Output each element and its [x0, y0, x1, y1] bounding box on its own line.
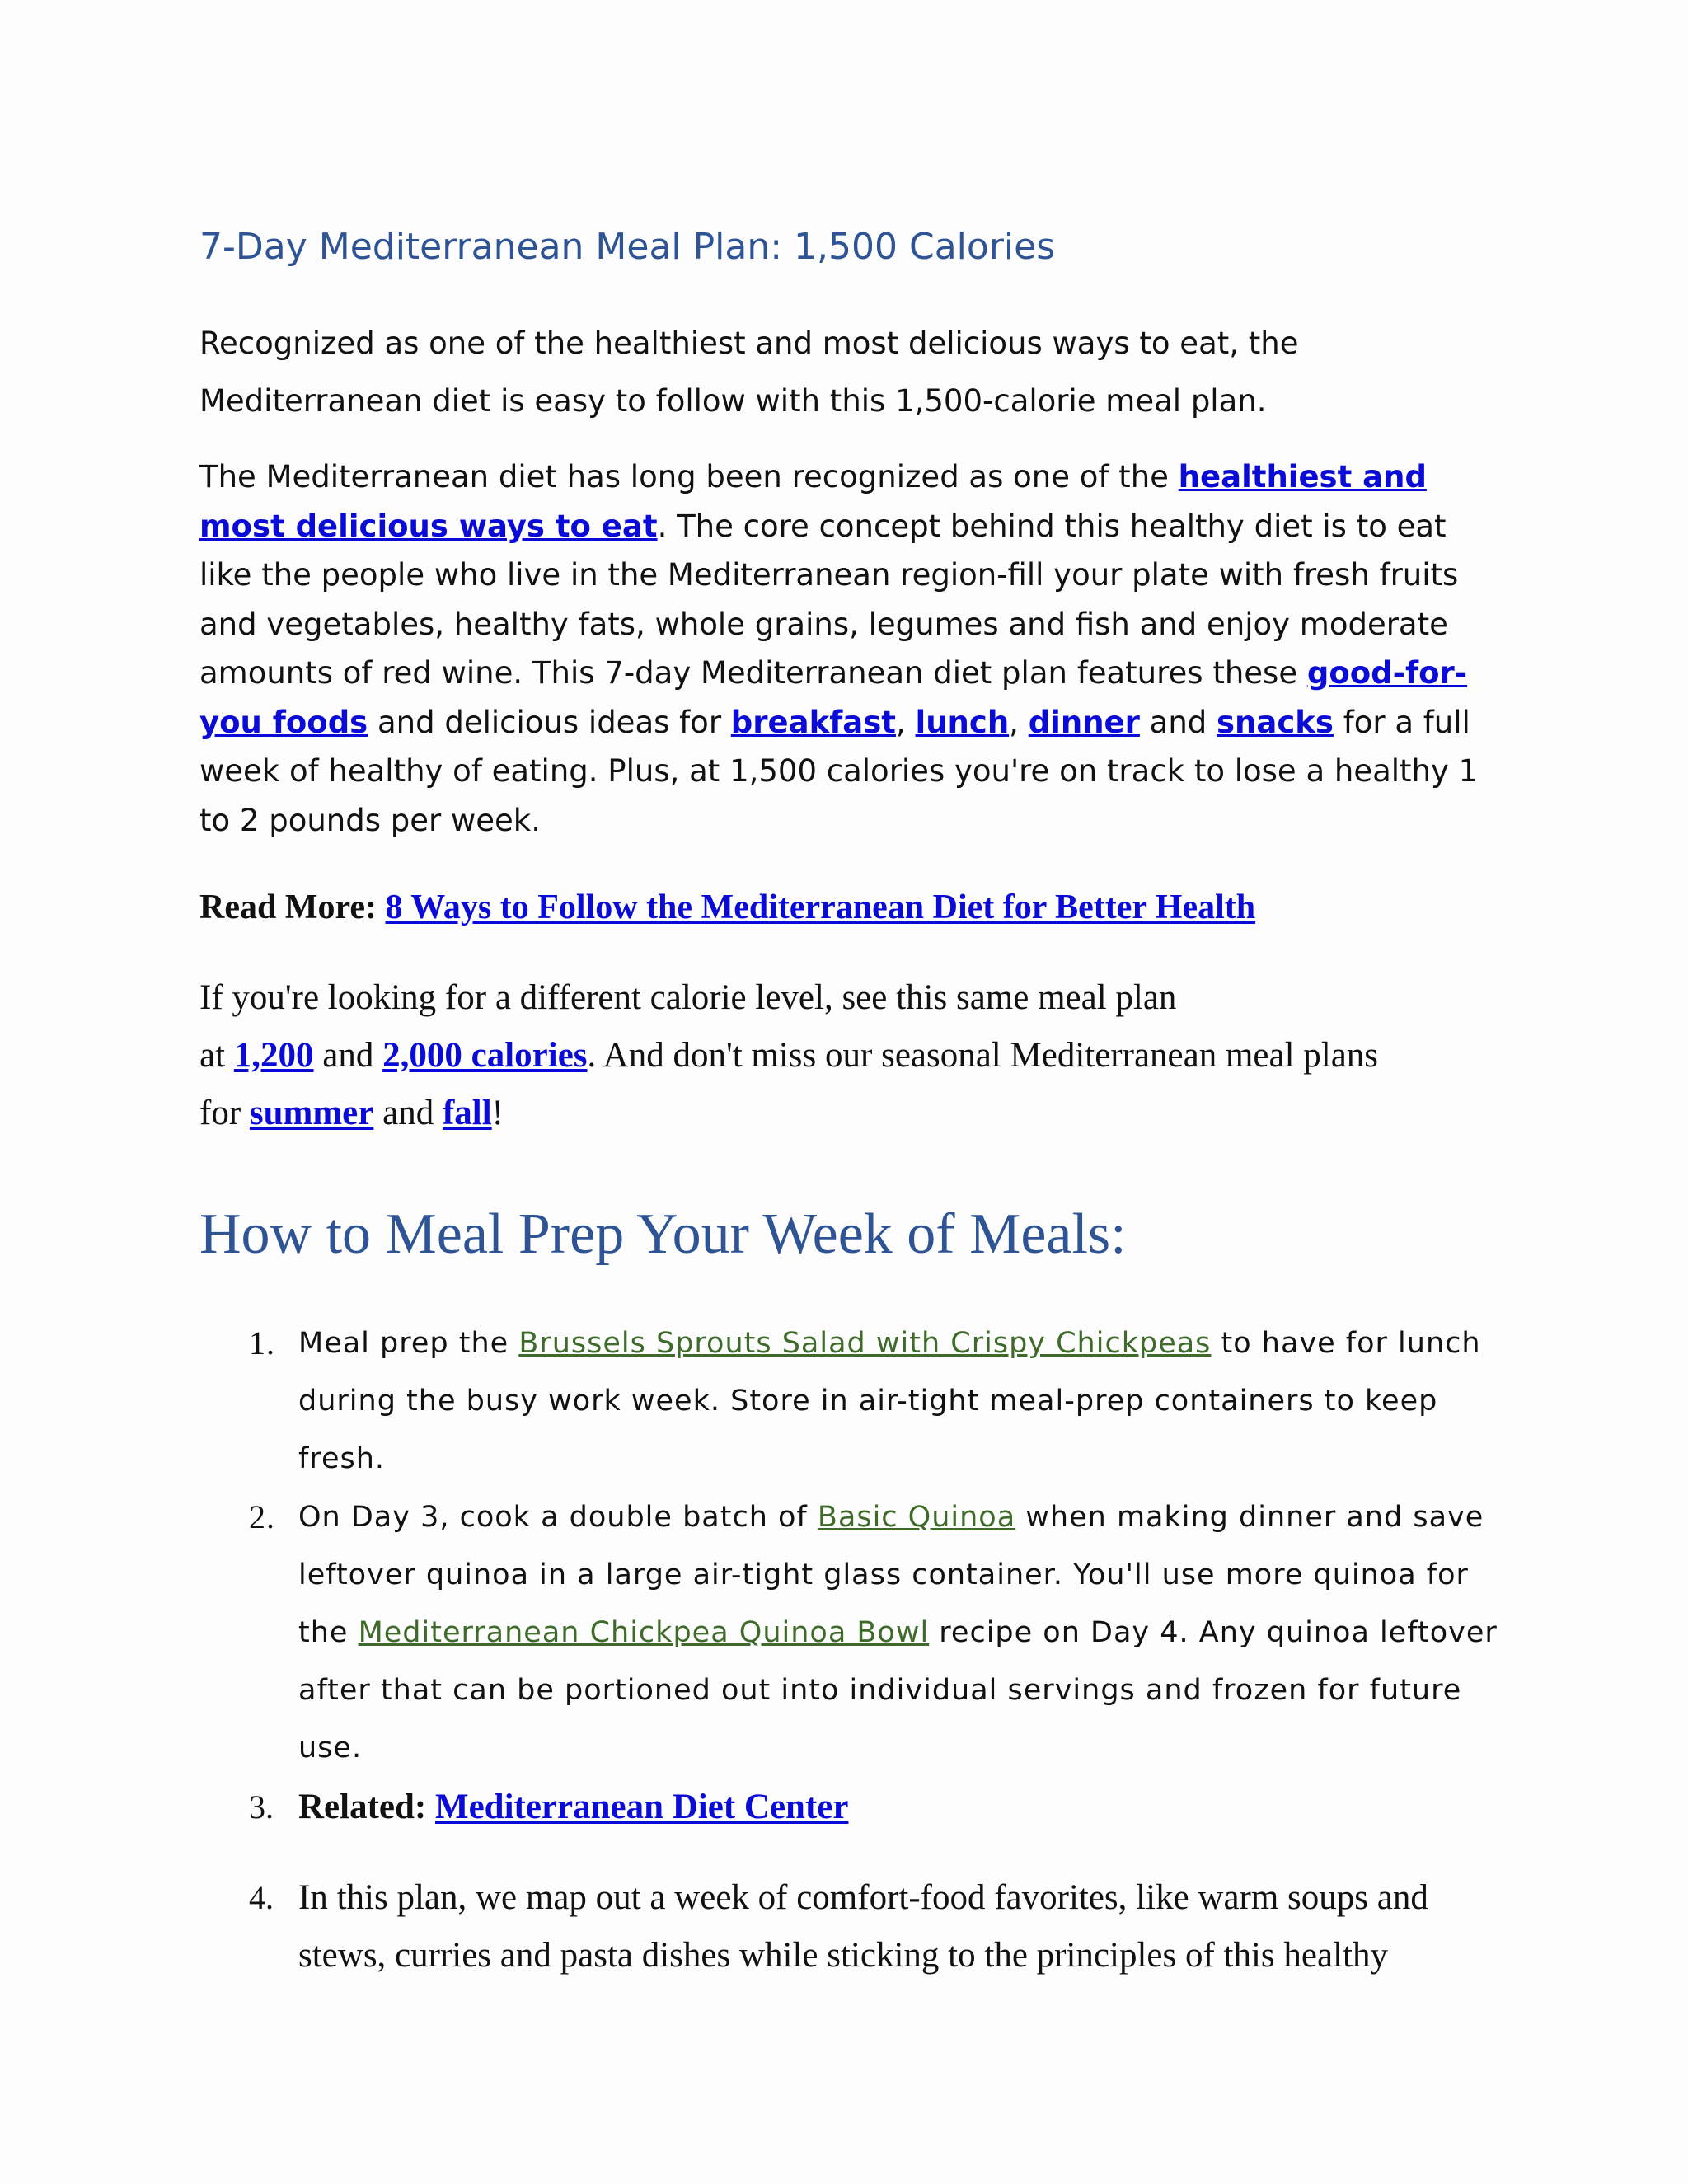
list-item-text: [298, 1315, 1518, 1488]
intro-paragraph: [199, 452, 1485, 845]
related-label: Related:: [298, 1788, 435, 1826]
step-text: to have for lunch during the busy work week. Store in air-tight meal-prep containers to keep fresh.: [298, 1327, 1481, 1475]
intro-text: and delicious ideas for: [368, 704, 731, 740]
calorie-text: !: [491, 1094, 504, 1132]
intro-text: for a full week of healthy of eating. Plus, at 1,500 calories you're on track to lose a healthy 1 to 2 pounds per week.: [199, 704, 1479, 838]
calorie-text: . And don't miss our seasonal Mediterranean meal plans: [587, 1036, 1379, 1075]
read-more: [199, 879, 1485, 936]
list-number: 4.: [249, 1879, 274, 1916]
calorie-text: and: [313, 1036, 383, 1075]
snacks-link[interactable]: snacks: [1217, 704, 1334, 740]
calories-2000-link[interactable]: 2,000 calories: [382, 1036, 588, 1075]
step-text: Meal prep the: [298, 1327, 519, 1360]
intro-text: The Mediterranean diet has long been recognized as one of the: [199, 459, 1179, 494]
calorie-text: and: [373, 1094, 443, 1132]
list-number: 2.: [249, 1498, 275, 1535]
section-heading: How to Meal Prep Your Week of Meals:: [199, 1202, 1127, 1266]
list-item: [199, 1869, 1518, 1993]
calorie-text: If you're looking for a different calorie level, see this same meal plan: [199, 978, 1177, 1017]
breakfast-link[interactable]: breakfast: [730, 704, 896, 740]
chickpea-quinoa-bowl-link[interactable]: Mediterranean Chickpea Quinoa Bowl: [358, 1616, 930, 1649]
step-text: when making dinner and save leftover quinoa in a large air-tight glass container. You'll use more quinoa for the: [298, 1501, 1484, 1649]
calorie-level-paragraph: [199, 969, 1485, 1142]
step-text: On Day 3, cook a double batch of: [298, 1501, 818, 1534]
page-title: 7-Day Mediterranean Meal Plan: 1,500 Calories: [199, 226, 1056, 268]
list-item-text: [298, 1488, 1518, 1777]
list-item-text: [298, 1779, 1518, 1836]
dinner-link[interactable]: dinner: [1028, 704, 1140, 740]
read-more-label: Read More:: [199, 888, 386, 926]
intro-text: . The core concept behind this healthy diet is to eat like the people who live in the Mediterranean region-fill your plate with fresh fruits and vegetables, healthy fats, whole grains, legumes and fish and enjoy moderate amounts of red wine. This 7-day Mediterranean diet plan features these: [199, 508, 1459, 691]
calorie-text: for: [199, 1094, 250, 1132]
read-more-link[interactable]: 8 Ways to Follow the Mediterranean Diet for Better Health: [385, 888, 1256, 926]
fall-link[interactable]: fall: [442, 1094, 492, 1132]
healthiest-ways-link[interactable]: healthiest and most delicious ways to eat: [199, 459, 1427, 544]
intro-separator: ,: [1009, 704, 1029, 740]
summer-link[interactable]: summer: [249, 1094, 374, 1132]
list-item: [199, 1315, 1518, 1488]
list-item: [199, 1779, 1518, 1844]
basic-quinoa-link[interactable]: Basic Quinoa: [817, 1501, 1016, 1534]
list-number: 1.: [249, 1324, 275, 1361]
list-number: 3.: [249, 1788, 274, 1825]
lunch-link[interactable]: lunch: [915, 704, 1010, 740]
brussels-sprouts-salad-link[interactable]: Brussels Sprouts Salad with Crispy Chickpeas: [518, 1327, 1212, 1360]
intro-separator: ,: [895, 704, 916, 740]
subtitle: [199, 315, 1485, 430]
list-item: [199, 1488, 1518, 1777]
good-for-you-foods-link[interactable]: good-for-you foods: [199, 655, 1468, 740]
calorie-text: at: [199, 1036, 234, 1075]
mediterranean-diet-center-link[interactable]: Mediterranean Diet Center: [434, 1788, 849, 1826]
intro-text: and: [1139, 704, 1217, 740]
step-text: recipe on Day 4. Any quinoa leftover after that can be portioned out into individual servings and frozen for future use.: [298, 1616, 1498, 1765]
calories-1200-link[interactable]: 1,200: [233, 1036, 314, 1075]
subtitle-line-2: Mediterranean diet is easy to follow with this 1,500-calorie meal plan.: [199, 383, 1267, 419]
subtitle-line-1: Recognized as one of the healthiest and most delicious ways to eat, the: [199, 326, 1299, 361]
list-item-text: In this plan, we map out a week of comfort-food favorites, like warm soups and stews, curries and pasta dishes while sticking to the principles of this healthy: [298, 1878, 1428, 1975]
